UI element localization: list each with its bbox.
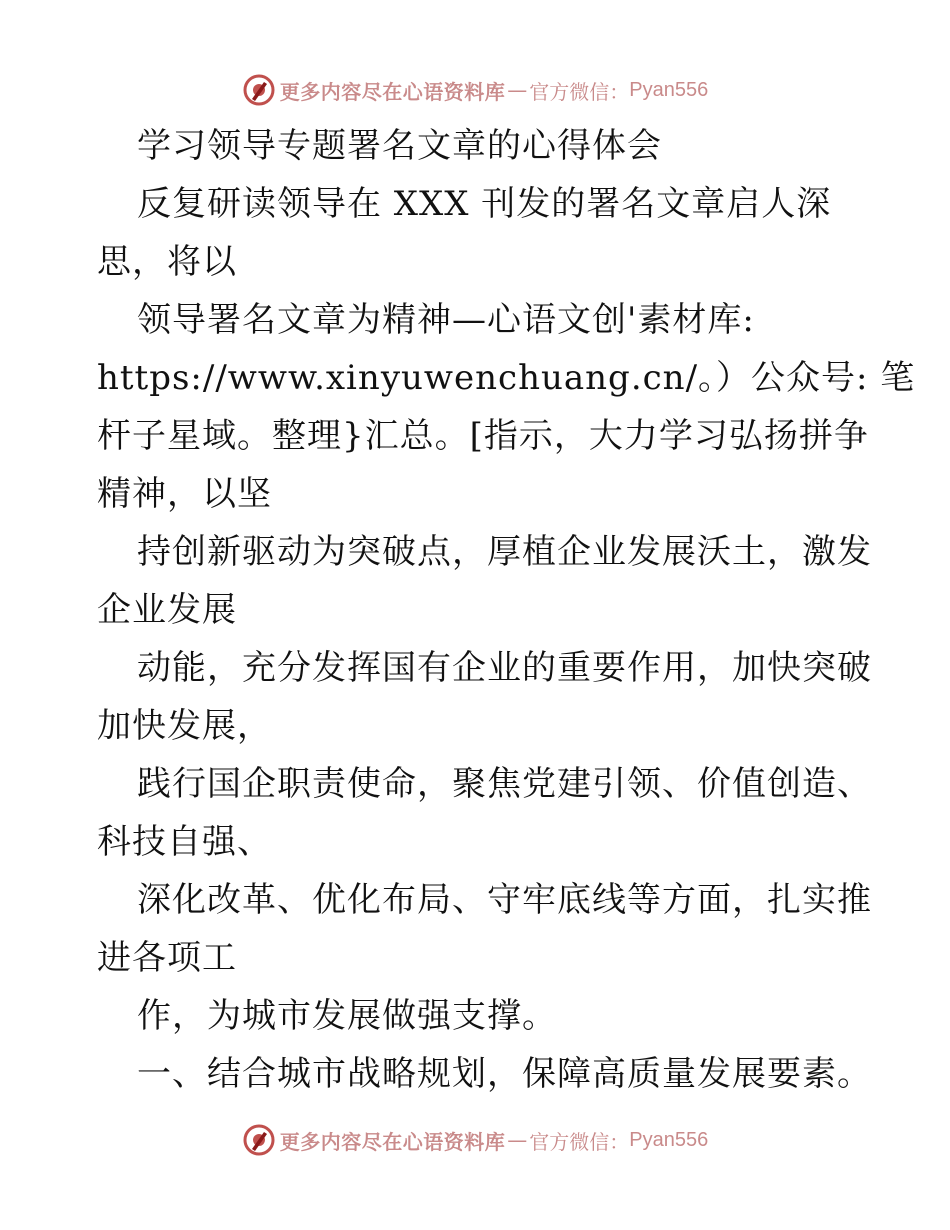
paragraph-line: 领导署名文章为精神—心语文创'素材库:: [137, 300, 755, 340]
paragraph-line: 作，为城市发展做强支撑。: [137, 996, 557, 1036]
paragraph-line: 深化改革、优化布局、守牢底线等方面，扎实推: [137, 880, 872, 920]
paragraph-line: 杆子星域。整理}汇总。[指示，大力学习弘扬拼争: [97, 416, 869, 456]
paragraph-line: https://www.xinyuwenchuang.cn/。）公众号: 笔: [97, 358, 916, 398]
footer-wechat-id: Pyan556: [629, 1128, 709, 1151]
footer-wechat-label: 官方微信：: [529, 1129, 630, 1154]
header-banner-separator: —: [507, 78, 528, 102]
paragraph-line: 精神，以坚: [97, 474, 272, 514]
paragraph-line: 进各项工: [97, 938, 237, 978]
header-banner-text: 更多内容尽在心语资料库: [279, 79, 506, 104]
footer-banner-separator: —: [507, 1128, 528, 1152]
paragraph-line: 科技自强、: [97, 822, 272, 862]
section-heading: 一、结合城市战略规划，保障高质量发展要素。: [137, 1054, 872, 1094]
brand-logo-icon: [242, 1123, 276, 1157]
footer-watermark-banner: [0, 1120, 950, 1160]
footer-banner-text: 更多内容尽在心语资料库: [279, 1129, 506, 1154]
paragraph-line: 持创新驱动为突破点，厚植企业发展沃土，激发: [137, 532, 872, 572]
paragraph-line: 企业发展: [97, 590, 237, 630]
paragraph-line: 加快发展，: [97, 706, 272, 746]
document-title: 学习领导专题署名文章的心得体会: [137, 126, 662, 166]
header-watermark-banner: [0, 70, 950, 110]
paragraph-line: 反复研读领导在 XXX 刊发的署名文章启人深: [137, 184, 832, 224]
paragraph-line: 践行国企职责使命，聚焦党建引领、价值创造、: [137, 764, 872, 804]
brand-logo-icon: [242, 73, 276, 107]
paragraph-line: 思，将以: [97, 242, 237, 282]
paragraph-line: 动能，充分发挥国有企业的重要作用，加快突破: [137, 648, 872, 688]
document-body: [97, 117, 916, 1103]
header-wechat-label: 官方微信：: [529, 79, 630, 104]
header-wechat-id: Pyan556: [629, 78, 709, 101]
